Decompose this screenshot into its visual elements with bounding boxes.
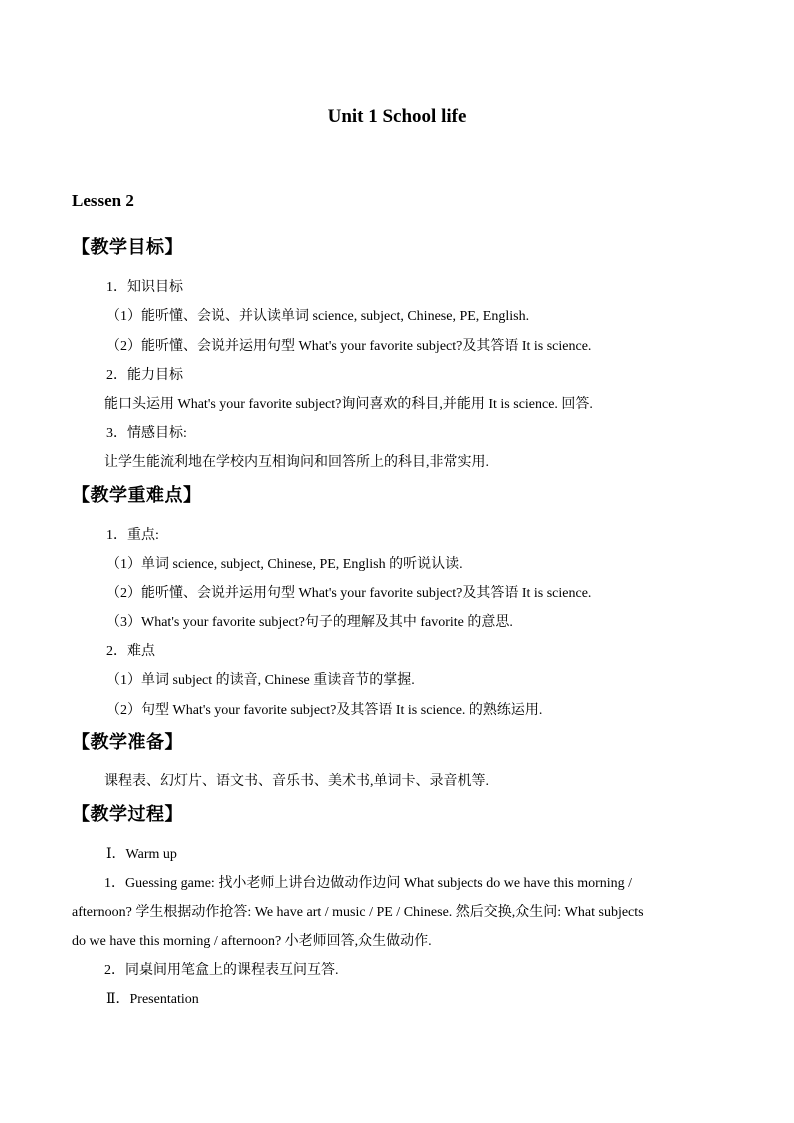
document-title: Unit 1 School life [327,106,467,127]
knowledge-goal-item-2: （2）能听懂、会说并运用句型 What's your favorite subject?及其答语 It is science. [106,339,592,354]
key-point-label: 1．重点: [106,528,159,543]
difficult-point-label: 2．难点 [106,644,155,659]
knowledge-goal-item-1: （1）能听懂、会说、并认读单词 science, subject, Chinese, PE, English. [106,309,530,324]
process-item-1-line-2: afternoon? 学生根据动作抢答: We have art / music / PE / Chinese. 然后交换,众生问: What subjects [72,905,644,920]
key-point-item-3: （3）What's your favorite subject?句子的理解及其中 favorite 的意思. [106,615,513,630]
key-point-item-2: （2）能听懂、会说并运用句型 What's your favorite subject?及其答语 It is science. [106,586,592,601]
goals-heading: 【教学目标】 [72,237,183,257]
difficult-point-item-2: （2）句型 What's your favorite subject?及其答语 It is science. 的熟练运用. [106,703,543,718]
emotion-goal-text: 让学生能流利地在学校内互相询问和回答所上的科目,非常实用. [104,455,489,470]
process-item-1-line-3: do we have this morning / afternoon? 小老师回答,众生做动作. [72,934,432,949]
knowledge-goal-label: 1．知识目标 [106,280,183,295]
key-points-heading: 【教学重难点】 [72,485,202,505]
lesson-label: Lessen 2 [72,191,134,210]
emotion-goal-label: 3．情感目标: [106,426,187,441]
ability-goal-label: 2．能力目标 [106,368,183,383]
difficult-point-item-1: （1）单词 subject 的读音, Chinese 重读音节的掌握. [106,673,415,688]
ability-goal-text: 能口头运用 What's your favorite subject?询问喜欢的科目,并能用 It is science. 回答. [104,397,593,412]
preparation-text: 课程表、幻灯片、语文书、音乐书、美术书,单词卡、录音机等. [104,774,489,789]
warm-up-label: Ⅰ．Warm up [106,847,177,862]
preparation-heading: 【教学准备】 [72,732,183,752]
process-item-1-line-1: 1．Guessing game: 找小老师上讲台边做动作边问 What subjects do we have this morning / [104,876,633,891]
key-point-item-1: （1）单词 science, subject, Chinese, PE, English 的听说认读. [106,557,463,572]
process-heading: 【教学过程】 [72,804,183,824]
process-item-2: 2．同桌间用笔盒上的课程表互问互答. [104,963,339,978]
presentation-label: Ⅱ．Presentation [106,992,199,1007]
